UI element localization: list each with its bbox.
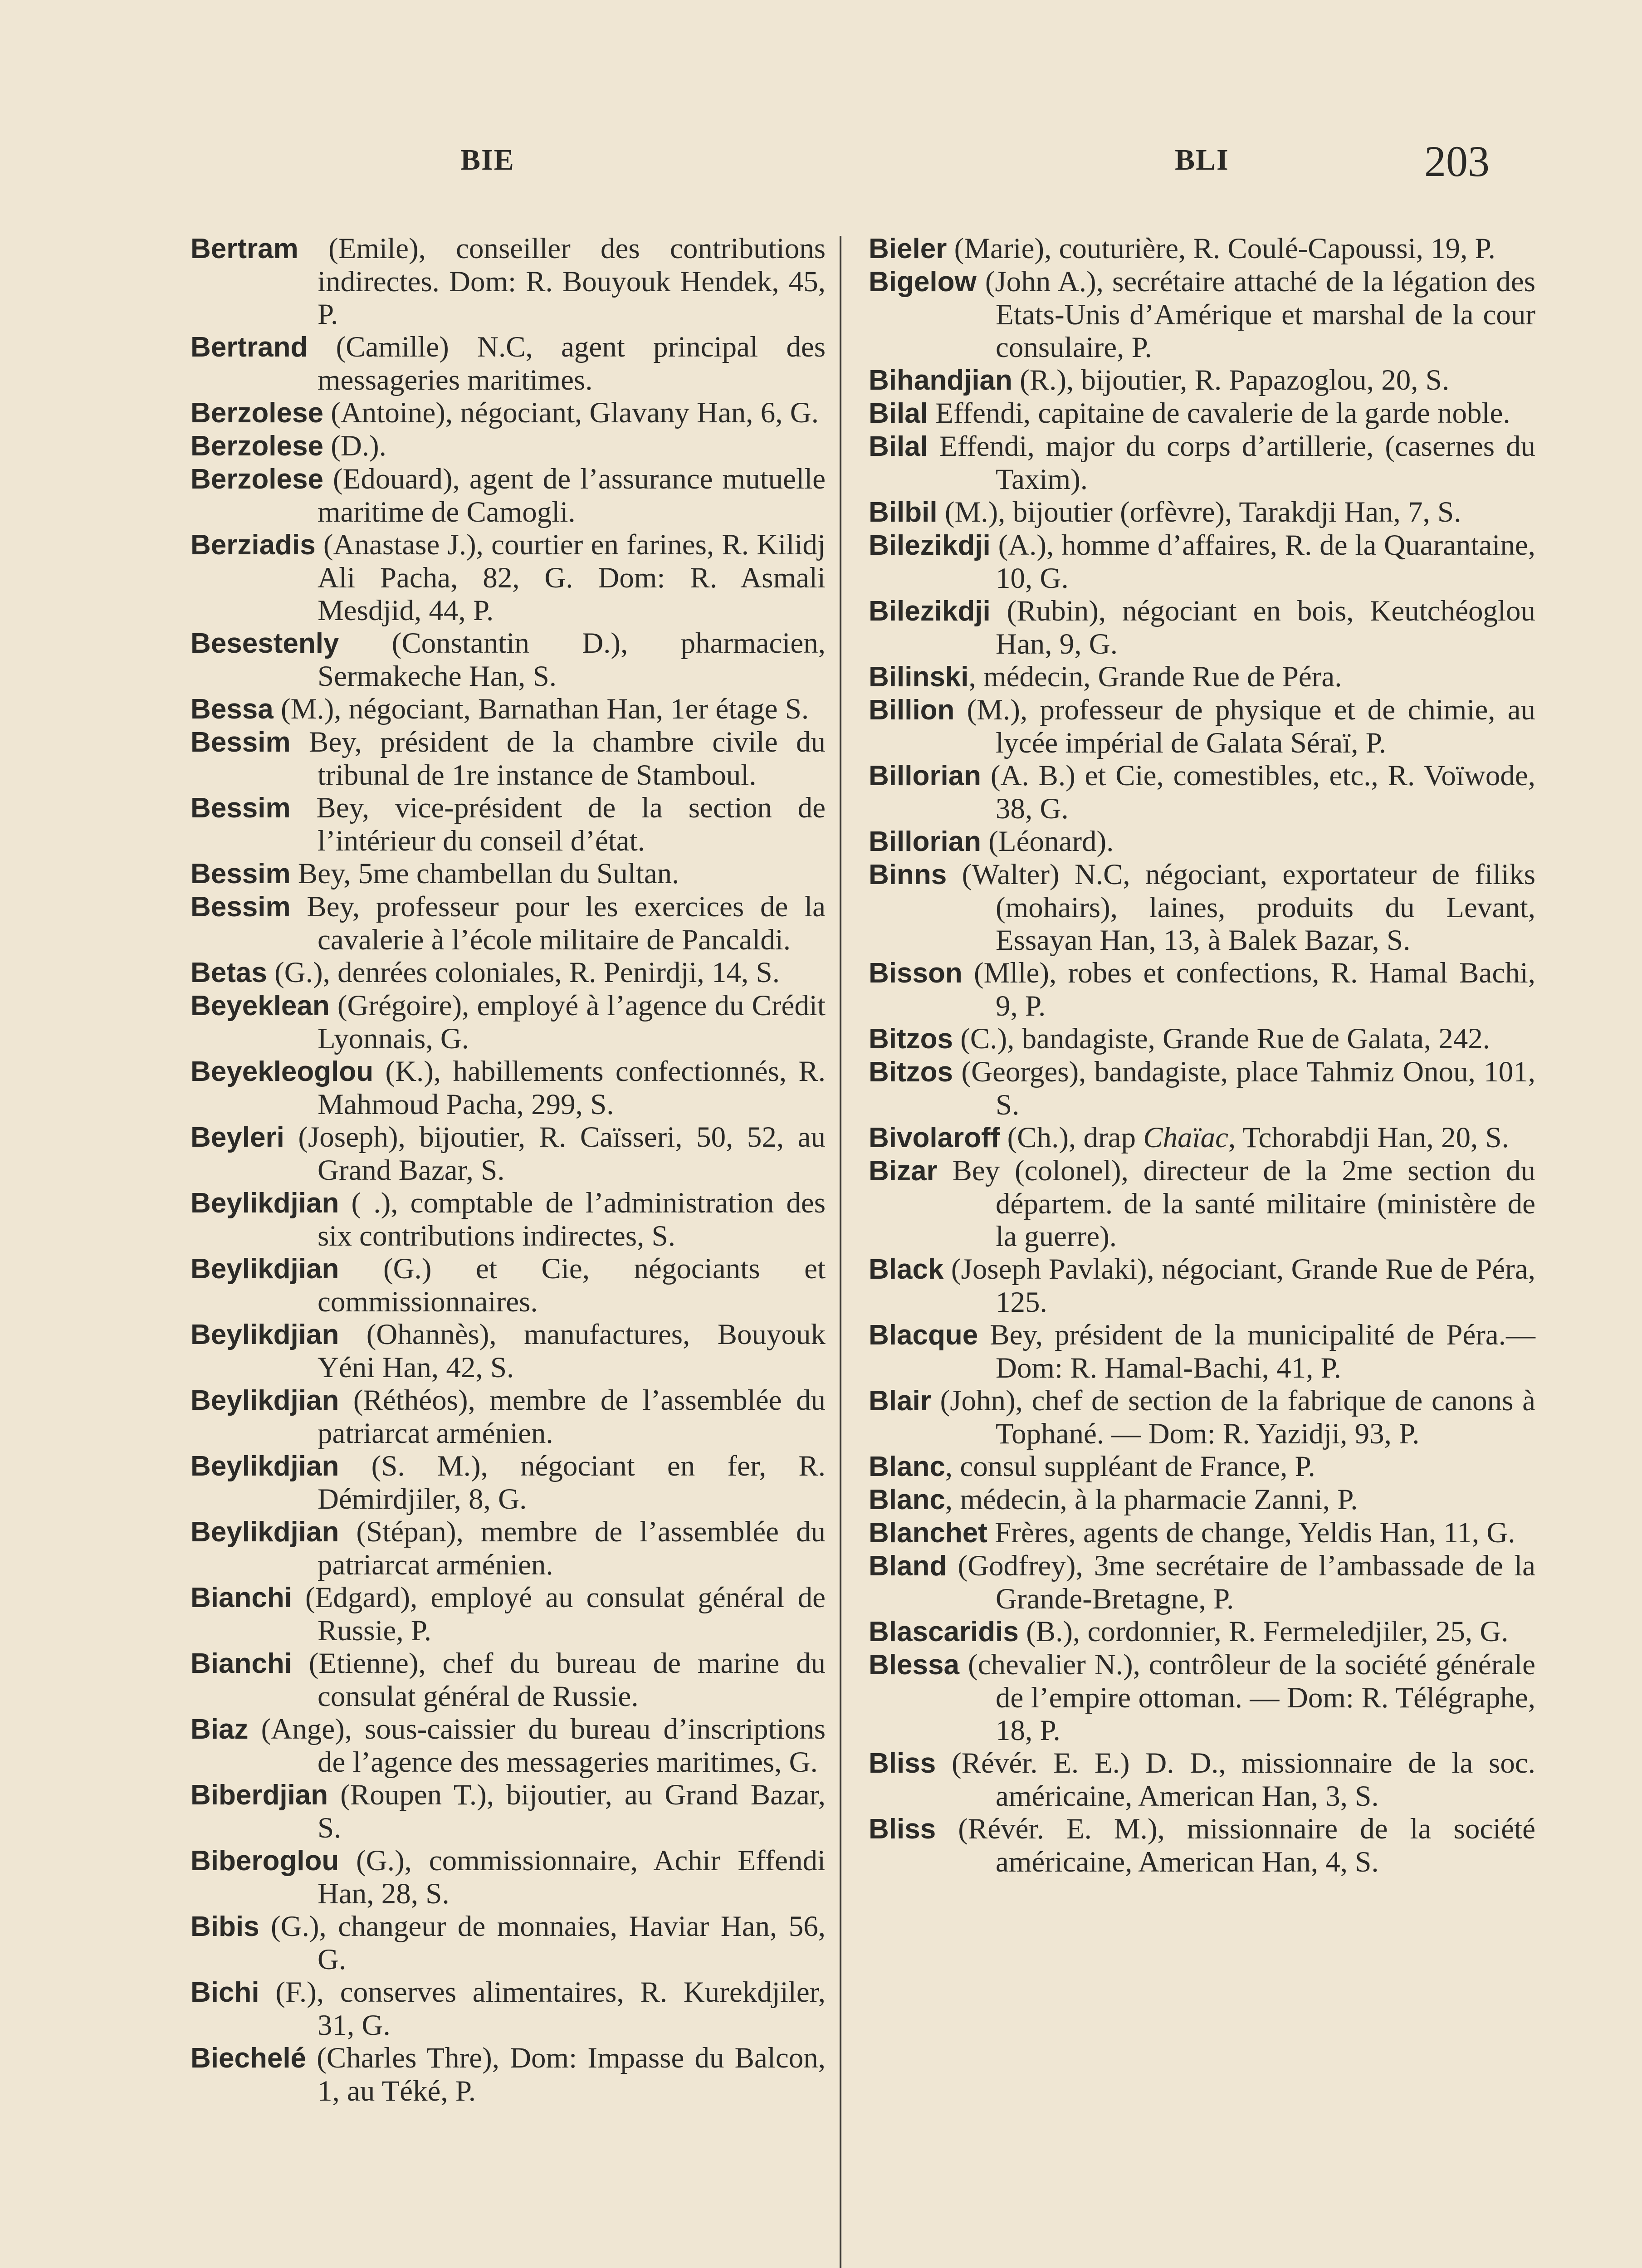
directory-entry bbox=[869, 364, 1535, 397]
entry-name: Bibis bbox=[191, 1911, 259, 1942]
entry-details: (chevalier N.), contrôleur de la société générale de l’empire ottoman. — Dom: R. Télégraphe, 18, P. bbox=[968, 1648, 1535, 1747]
entry-name: Biaz bbox=[191, 1714, 249, 1745]
entry-details: (D.). bbox=[331, 430, 386, 462]
entry-details: (K.), habillements confectionnés, R. Mahmoud Pacha, 299, S. bbox=[318, 1055, 826, 1121]
directory-entry bbox=[191, 1976, 826, 2042]
entry-details: (Stépan), membre de l’assemblée du patriarcat arménien. bbox=[318, 1515, 826, 1581]
entry-name: Bilal bbox=[869, 431, 928, 462]
directory-entry bbox=[869, 1549, 1535, 1615]
entry-name: Beyeklean bbox=[191, 990, 330, 1022]
directory-entry bbox=[869, 694, 1535, 759]
entry-name: Besestenly bbox=[191, 628, 339, 659]
entry-name: Bihandjian bbox=[869, 365, 1012, 396]
entry-details: (Edouard), agent de l’assurance mutuelle maritime de Camogli. bbox=[318, 463, 826, 528]
directory-entry bbox=[191, 528, 826, 627]
entry-details: (Joseph Pavlaki), négociant, Grande Rue de Péra, 125. bbox=[951, 1253, 1536, 1319]
entry-details: (Anastase J.), courtier en farines, R. Kilidj Ali Pacha, 82, G. Dom: R. Asmali Mesdjid, 44, P. bbox=[318, 528, 826, 627]
directory-entry bbox=[869, 1615, 1535, 1648]
entry-details: (Constantin D.), pharmacien, Sermakeche Han, S. bbox=[318, 627, 826, 693]
entry-details: (R.), bijoutier, R. Papazoglou, 20, S. bbox=[1020, 364, 1450, 396]
entry-name: Blanchet bbox=[869, 1517, 987, 1549]
entry-name: Bianchi bbox=[191, 1648, 292, 1679]
entry-name: Blanc bbox=[869, 1484, 945, 1515]
entry-name: Betas bbox=[191, 957, 267, 988]
directory-entry bbox=[191, 956, 826, 989]
entry-name: Blessa bbox=[869, 1649, 959, 1681]
entry-details: , médecin, à la pharmacie Zanni, P. bbox=[945, 1483, 1358, 1516]
running-head-left: BIE bbox=[460, 143, 515, 176]
entry-name: Bieler bbox=[869, 233, 947, 264]
entry-details: Bey, 5me chambellan du Sultan. bbox=[298, 857, 679, 890]
directory-entry bbox=[869, 1450, 1535, 1483]
entry-name: Bliss bbox=[869, 1813, 936, 1845]
directory-entry bbox=[869, 595, 1535, 660]
entry-details: (Grégoire), employé à l’agence du Crédit Lyonnais, G. bbox=[318, 989, 826, 1055]
entry-name: Bisson bbox=[869, 958, 963, 989]
entry-name: Bessim bbox=[191, 792, 291, 824]
directory-entry bbox=[869, 496, 1535, 529]
entry-italic: Chaïac bbox=[1143, 1121, 1229, 1154]
entry-details: (Léonard). bbox=[988, 825, 1114, 858]
page-number: 203 bbox=[1424, 137, 1490, 186]
directory-entry bbox=[869, 825, 1535, 858]
directory-entry bbox=[869, 660, 1535, 694]
directory-entry bbox=[869, 529, 1535, 595]
entry-details: , consul suppléant de France, P. bbox=[945, 1450, 1315, 1483]
directory-entry bbox=[191, 857, 826, 890]
entry-details: (A. B.) et Cie, comestibles, etc., R. Voïwode, 38, G. bbox=[990, 759, 1535, 825]
directory-entry bbox=[191, 1252, 826, 1318]
directory-entry bbox=[191, 430, 826, 463]
entry-name: Bitzos bbox=[869, 1056, 953, 1088]
entry-name: Billorian bbox=[869, 760, 982, 792]
directory-entry bbox=[191, 792, 826, 857]
entry-name: Billorian bbox=[869, 826, 982, 857]
entry-name: Bliss bbox=[869, 1748, 936, 1779]
entry-name: Bessim bbox=[191, 727, 291, 758]
entry-name: Beylikdjian bbox=[191, 1188, 339, 1219]
directory-entry bbox=[869, 1253, 1535, 1319]
entry-details: Effendi, major du corps d’artillerie, (casernes du Taxim). bbox=[939, 430, 1536, 496]
entry-details: (Emile), conseiller des contributions indirectes. Dom: R. Bouyouk Hendek, 45, P. bbox=[318, 232, 826, 331]
entry-name: Beylikdjian bbox=[191, 1516, 339, 1548]
entry-details: (B.), cordonnier, R. Fermeledjiler, 25, G. bbox=[1026, 1615, 1509, 1648]
entry-name: Billion bbox=[869, 694, 955, 726]
entry-name: Bivolaroff bbox=[869, 1122, 1000, 1154]
directory-entry bbox=[869, 957, 1535, 1022]
entry-name: Beylikdjian bbox=[191, 1451, 339, 1482]
entry-details: (Etienne), chef du bureau de marine du consulat général de Russie. bbox=[308, 1647, 826, 1713]
entry-name: Bertrand bbox=[191, 332, 308, 363]
entry-details: (Révér. E. M.), missionnaire de la société américaine, American Han, 4, S. bbox=[958, 1813, 1535, 1878]
entry-details: (Camille) N.C, agent principal des messageries maritimes. bbox=[318, 331, 826, 396]
entry-details: (Réthéos), membre de l’assemblée du patriarcat arménien. bbox=[318, 1384, 826, 1450]
entry-name: Bichi bbox=[191, 1977, 259, 2008]
directory-entry bbox=[869, 232, 1535, 265]
entry-details: Effendi, capitaine de cavalerie de la garde noble. bbox=[935, 397, 1510, 430]
entry-details: (F.), conserves alimentaires, R. Kurekdjiler, 31, G. bbox=[275, 1976, 826, 2042]
entry-name: Biberdjian bbox=[191, 1779, 328, 1811]
entry-details: (Antoine), négociant, Glavany Han, 6, G. bbox=[331, 396, 819, 429]
entry-name: Berzolese bbox=[191, 464, 323, 495]
directory-entry bbox=[869, 1813, 1535, 1878]
entry-name: Berzolese bbox=[191, 430, 323, 462]
entry-name: Bizar bbox=[869, 1155, 938, 1187]
entry-name: Bessim bbox=[191, 858, 291, 890]
column-divider bbox=[840, 236, 841, 2268]
entry-details: , médecin, Grande Rue de Péra. bbox=[968, 660, 1342, 693]
directory-entry bbox=[869, 1319, 1535, 1384]
entry-details: (John A.), secrétaire attaché de la légation des Etats-Unis d’Amérique et marshal de la cour consulaire, P. bbox=[985, 265, 1535, 364]
entry-name: Bland bbox=[869, 1550, 947, 1582]
entry-details: (G.), denrées coloniales, R. Penirdji, 14, S. bbox=[274, 956, 780, 989]
directory-entry bbox=[191, 232, 826, 331]
directory-entry bbox=[191, 1121, 826, 1187]
directory-entry bbox=[191, 726, 826, 792]
left-column bbox=[191, 232, 826, 2107]
directory-entry bbox=[191, 890, 826, 956]
entry-name: Bianchi bbox=[191, 1582, 292, 1613]
directory-entry bbox=[191, 989, 826, 1055]
entry-details: (S. M.), négociant en fer, R. Démirdjiler, 8, G. bbox=[318, 1450, 826, 1515]
directory-entry bbox=[191, 1515, 826, 1581]
entry-details-tail: , Tchorabdji Han, 20, S. bbox=[1228, 1121, 1509, 1154]
entry-details: (A.), homme d’affaires, R. de la Quarantaine, 10, G. bbox=[996, 529, 1536, 595]
directory-entry bbox=[191, 1581, 826, 1647]
entry-details: (Révér. E. E.) D. D., missionnaire de la soc. américaine, American Han, 3, S. bbox=[951, 1747, 1536, 1813]
directory-entry bbox=[191, 396, 826, 430]
directory-entry bbox=[191, 1318, 826, 1384]
entry-name: Beylikdjian bbox=[191, 1385, 339, 1416]
directory-entry bbox=[869, 1648, 1535, 1747]
entry-details: Bey, vice-président de la section de l’intérieur du conseil d’état. bbox=[316, 792, 826, 857]
entry-name: Bessim bbox=[191, 891, 291, 923]
directory-entry bbox=[869, 1121, 1535, 1154]
entry-details: ( .), comptable de l’administration des six contributions indirectes, S. bbox=[318, 1187, 826, 1252]
entry-name: Biberoglou bbox=[191, 1845, 339, 1877]
entry-name: Blanc bbox=[869, 1451, 945, 1482]
directory-entry bbox=[869, 1056, 1535, 1121]
entry-name: Beylikdjian bbox=[191, 1319, 339, 1350]
directory-entry bbox=[869, 1483, 1535, 1516]
directory-entry bbox=[869, 1747, 1535, 1813]
directory-entry bbox=[191, 1055, 826, 1121]
entry-details: (Marie), couturière, R. Coulé-Capoussi, 19, P. bbox=[954, 232, 1495, 265]
entry-details: Bey, professeur pour les exercices de la cavalerie à l’école militaire de Pancaldi. bbox=[307, 890, 826, 956]
entry-name: Bilal bbox=[869, 398, 928, 429]
entry-name: Bilbil bbox=[869, 497, 938, 528]
entry-name: Bilinski bbox=[869, 661, 969, 693]
directory-entry bbox=[191, 693, 826, 726]
directory-entry bbox=[191, 2042, 826, 2107]
entry-name: Bilezikdji bbox=[869, 530, 991, 561]
entry-details: Bey, président de la chambre civile du tribunal de 1re instance de Stamboul. bbox=[309, 726, 826, 792]
entry-name: Bessa bbox=[191, 694, 274, 725]
entry-name: Blascaridis bbox=[869, 1616, 1019, 1647]
directory-entry bbox=[869, 1154, 1535, 1253]
entry-name: Blair bbox=[869, 1385, 931, 1417]
directory-entry bbox=[869, 1022, 1535, 1056]
entry-name: Beyleri bbox=[191, 1122, 284, 1153]
entry-details: (C.), bandagiste, Grande Rue de Galata, 242. bbox=[960, 1022, 1491, 1055]
directory-entry bbox=[191, 1779, 826, 1844]
entry-details: (Walter) N.C, négociant, exportateur de filiks (mohairs), laines, produits du Levant, Essayan Han, 13, à Balek Bazar, S. bbox=[962, 858, 1535, 957]
directory-entry bbox=[869, 265, 1535, 364]
running-head-right: BLI bbox=[1175, 143, 1229, 176]
entry-name: Blacque bbox=[869, 1320, 978, 1351]
entry-details: (Rubin), négociant en bois, Keutchéoglou Han, 9, G. bbox=[996, 595, 1536, 660]
entry-details: (Georges), bandagiste, place Tahmiz Onou, 101, S. bbox=[961, 1056, 1536, 1121]
entry-name: Berziadis bbox=[191, 529, 316, 561]
entry-details: (John), chef de section de la fabrique de canons à Tophané. — Dom: R. Yazidji, 93, P. bbox=[940, 1384, 1535, 1450]
entry-details: (Charles Thre), Dom: Impasse du Balcon, 1, au Téké, P. bbox=[317, 2042, 826, 2107]
directory-entry bbox=[191, 627, 826, 693]
entry-details: (Roupen T.), bijoutier, au Grand Bazar, S. bbox=[318, 1779, 826, 1844]
entry-details: (Ohannès), manufactures, Bouyouk Yéni Han, 42, S. bbox=[318, 1318, 826, 1384]
directory-entry bbox=[869, 1384, 1535, 1450]
directory-entry bbox=[191, 1384, 826, 1450]
directory-entry bbox=[191, 1910, 826, 1976]
entry-details: (G.), changeur de monnaies, Haviar Han, 56, G. bbox=[271, 1910, 826, 1976]
entry-name: Beyekleoglou bbox=[191, 1056, 374, 1087]
entry-name: Bilezikdji bbox=[869, 596, 991, 627]
entry-details: (M.), négociant, Barnathan Han, 1er étage S. bbox=[280, 693, 809, 725]
directory-entry bbox=[869, 397, 1535, 430]
entry-name: Bertram bbox=[191, 233, 298, 264]
directory-entry bbox=[191, 1187, 826, 1252]
entry-name: Bitzos bbox=[869, 1023, 953, 1055]
entry-details: (G.) et Cie, négociants et commissionnaires. bbox=[318, 1252, 826, 1318]
entry-name: Black bbox=[869, 1254, 944, 1285]
directory-entry bbox=[191, 1713, 826, 1779]
directory-entry bbox=[869, 1516, 1535, 1549]
directory-entry bbox=[191, 1844, 826, 1910]
directory-entry bbox=[869, 430, 1535, 496]
entry-name: Biechelé bbox=[191, 2043, 307, 2074]
entry-details: (Edgard), employé au consulat général de Russie, P. bbox=[305, 1581, 826, 1647]
directory-entry bbox=[869, 759, 1535, 825]
right-column bbox=[869, 232, 1535, 1878]
entry-details: (M.), professeur de physique et de chimie, au lycée impérial de Galata Séraï, P. bbox=[967, 694, 1535, 759]
entry-details: (Ange), sous-caissier du bureau d’inscriptions de l’agence des messageries maritimes, G. bbox=[261, 1713, 826, 1779]
directory-entry bbox=[191, 463, 826, 528]
entry-details: (G.), commissionnaire, Achir Effendi Han, 28, S. bbox=[318, 1844, 826, 1910]
directory-entry bbox=[191, 1647, 826, 1713]
directory-entry bbox=[191, 331, 826, 396]
directory-entry bbox=[869, 858, 1535, 957]
directory-entry bbox=[191, 1450, 826, 1515]
entry-name: Beylikdjian bbox=[191, 1253, 339, 1285]
entry-details: (Mlle), robes et confections, R. Hamal Bachi, 9, P. bbox=[973, 957, 1536, 1022]
entry-details: (Joseph), bijoutier, R. Caïsseri, 50, 52, au Grand Bazar, S. bbox=[298, 1121, 826, 1187]
entry-details: (Godfrey), 3me secrétaire de l’ambassade de la Grande-Bretagne, P. bbox=[958, 1549, 1536, 1615]
entry-details: (Ch.), drap bbox=[1007, 1121, 1136, 1154]
entry-name: Binns bbox=[869, 859, 947, 890]
entry-details: Bey, président de la municipalité de Péra.—Dom: R. Hamal-Bachi, 41, P. bbox=[990, 1319, 1535, 1384]
entry-name: Berzolese bbox=[191, 397, 323, 429]
entry-details: Bey (colonel), directeur de la 2me section du départem. de la santé militaire (ministère de la guerre). bbox=[952, 1154, 1535, 1253]
entry-details: Frères, agents de change, Yeldis Han, 11, G. bbox=[995, 1516, 1515, 1549]
entry-details: (M.), bijoutier (orfèvre), Tarakdji Han, 7, S. bbox=[944, 496, 1461, 528]
entry-name: Bigelow bbox=[869, 266, 977, 298]
